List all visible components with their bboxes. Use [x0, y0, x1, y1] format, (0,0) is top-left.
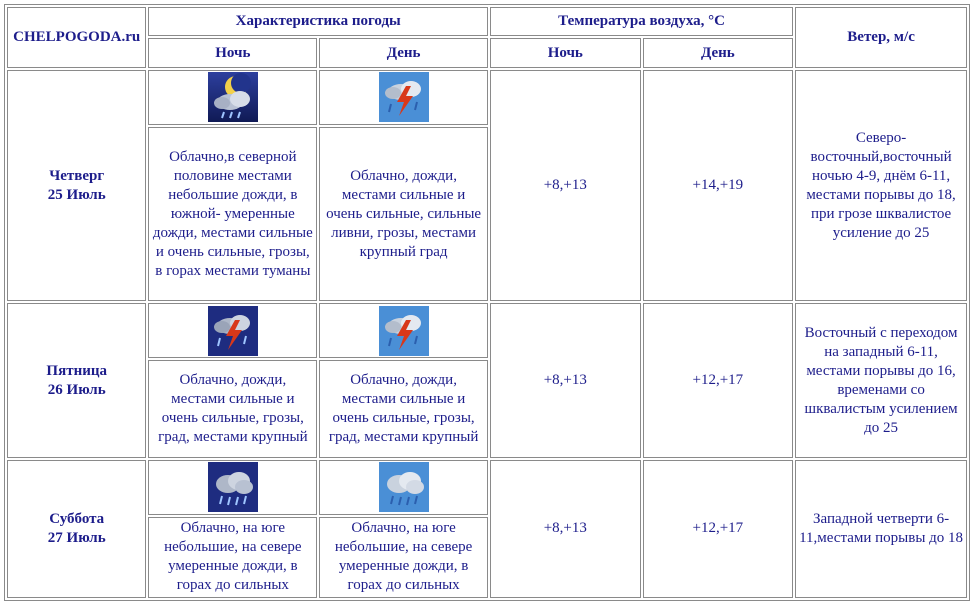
temp-day: +14,+19: [643, 70, 794, 302]
day-header: День: [319, 38, 488, 67]
weekday: Суббота: [49, 510, 105, 527]
day-label-1: [7, 70, 146, 302]
forecast-row-1: [7, 70, 967, 125]
day-label-2: [7, 303, 146, 457]
day-description: Облачно, дожди, местами сильные и очень сильные, сильные ливни, грозы, местами крупный град: [319, 127, 488, 302]
day-label-3: [7, 460, 146, 598]
temp-night: +8,+13: [490, 303, 641, 457]
rain-cloud-icon: [208, 462, 258, 512]
night-icon-cell: [148, 460, 317, 515]
weekday: Пятница: [46, 362, 108, 379]
temp-day: +12,+17: [643, 460, 794, 598]
temp-night-header: Ночь: [490, 38, 641, 67]
temp-day-header: День: [643, 38, 794, 67]
night-header: Ночь: [148, 38, 317, 67]
day-description: Облачно, дожди, местами сильные и очень сильные, грозы, град, местами крупный: [319, 360, 488, 458]
thunderstorm-icon: [379, 72, 429, 122]
weather-char-header: Характеристика погоды: [148, 7, 488, 36]
date: 25 Июль: [47, 186, 106, 203]
thunderstorm-icon: [379, 306, 429, 356]
forecast-row-2: [7, 303, 967, 358]
night-description: Облачно, дожди, местами сильные и очень сильные, грозы, град, местами крупный: [148, 360, 317, 458]
moon-cloud-rain-icon: [208, 72, 258, 122]
air-temp-header: Температура воздуха, °C: [490, 7, 793, 36]
night-icon-cell: [148, 70, 317, 125]
forecast-row-3: [7, 460, 967, 515]
rain-cloud-icon: [379, 462, 429, 512]
night-description: Облачно,в северной половине местами небольшие дожди, в южной- умеренные дожди, местами сильные и очень сильные, грозы, в горах местами туманы: [148, 127, 317, 302]
temp-night: +8,+13: [490, 70, 641, 302]
temp-day: +12,+17: [643, 303, 794, 457]
day-icon-cell: [319, 303, 488, 358]
weekday: Четверг: [49, 167, 105, 184]
day-description: Облачно, на юге небольшие, на севере умеренные дожди, в горах до сильных: [319, 517, 488, 598]
date: 27 Июль: [47, 529, 106, 546]
wind-text: Восточный с переходом на западный 6-11, местами порывы до 16, временами со шквалистым усилением до 25: [795, 303, 967, 457]
temp-night: +8,+13: [490, 460, 641, 598]
night-icon-cell: [148, 303, 317, 358]
forecast-frame: [4, 4, 970, 601]
thunderstorm-icon: [208, 306, 258, 356]
day-icon-cell: [319, 70, 488, 125]
wind-text: Западной четверти 6-11,местами порывы до 18: [795, 460, 967, 598]
site-name: CHELPOGODA.ru: [7, 7, 146, 68]
night-description: Облачно, на юге небольшие, на севере умеренные дожди, в горах до сильных: [148, 517, 317, 598]
wind-text: Северо-восточный,восточный ночью 4-9, днём 6-11, местами порывы до 18, при грозе шквалистое усиление до 25: [795, 70, 967, 302]
date: 26 Июль: [47, 381, 106, 398]
wind-header: Ветер, м/с: [795, 7, 967, 68]
day-icon-cell: [319, 460, 488, 515]
forecast-table: [5, 5, 969, 600]
